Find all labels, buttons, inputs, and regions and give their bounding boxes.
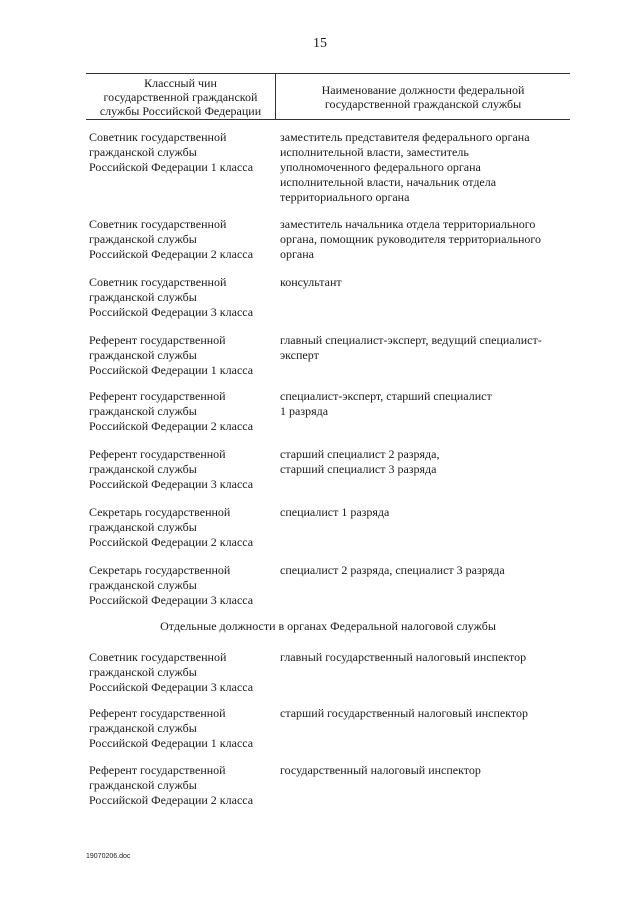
header-rank: [86, 74, 276, 119]
table-row: [86, 706, 570, 751]
position-cell: главный государственный налоговый инспектор: [280, 650, 527, 664]
table-header: [86, 73, 570, 120]
section-title: Отдельные должности в органах Федеральной налоговой службы: [160, 619, 496, 633]
rank-cell: Советник государственной гражданской службы Российской Федерации 3 класса: [89, 275, 254, 319]
rank-cell: Референт государственной гражданской службы Российской Федерации 1 класса: [89, 706, 254, 750]
table-row: [86, 130, 570, 205]
table-row: [86, 389, 570, 434]
table-row: [86, 333, 570, 378]
rank-cell: Советник государственной гражданской службы Российской Федерации 2 класса: [89, 217, 254, 261]
rank-cell: Секретарь государственной гражданской службы Российской Федерации 2 класса: [89, 505, 254, 549]
position-cell: старший государственный налоговый инспектор: [280, 706, 529, 720]
document-filename: 19070206.doc: [86, 853, 131, 860]
position-cell: консультант: [280, 275, 342, 289]
table-row: [86, 563, 570, 608]
rank-cell: Советник государственной гражданской службы Российской Федерации 1 класса: [89, 130, 254, 174]
rank-position-table: [86, 73, 570, 807]
position-cell: государственный налоговый инспектор: [280, 763, 481, 777]
position-cell: специалист-эксперт, старший специалист 1 разряда: [280, 389, 492, 418]
position-cell: старший специалист 2 разряда, старший специалист 3 разряда: [280, 447, 440, 476]
position-cell: заместитель начальника отдела территориального органа, помощник руководителя территориального органа: [280, 217, 542, 261]
table-row: [86, 650, 570, 695]
position-cell: специалист 1 разряда: [280, 505, 390, 519]
header-rank-text: Классный чин государственной гражданской службы Российской Федерации: [99, 75, 262, 118]
header-position: [276, 74, 570, 119]
rank-cell: Секретарь государственной гражданской службы Российской Федерации 3 класса: [89, 563, 254, 607]
page-number: 15: [313, 36, 327, 51]
table-row: [86, 447, 570, 492]
position-cell: главный специалист-эксперт, ведущий специалист- эксперт: [280, 333, 542, 362]
table-row: [86, 505, 570, 550]
rank-cell: Советник государственной гражданской службы Российской Федерации 3 класса: [89, 650, 254, 694]
table-row: [86, 763, 570, 808]
rank-cell: Референт государственной гражданской службы Российской Федерации 1 класса: [89, 333, 254, 377]
header-position-text: Наименование должности федеральной государственной гражданской службы: [321, 82, 525, 111]
rank-cell: Референт государственной гражданской службы Российской Федерации 3 класса: [89, 447, 254, 491]
rank-cell: Референт государственной гражданской службы Российской Федерации 2 класса: [89, 389, 254, 433]
table-row: [86, 217, 570, 262]
position-cell: заместитель представителя федерального органа исполнительной власти, заместитель уполномоченного федерального органа исполнительной власти, начальник отдела территориального органа: [280, 130, 530, 204]
rank-cell: Референт государственной гражданской службы Российской Федерации 2 класса: [89, 763, 254, 807]
position-cell: специалист 2 разряда, специалист 3 разряда: [280, 563, 505, 577]
table-row: [86, 275, 570, 320]
